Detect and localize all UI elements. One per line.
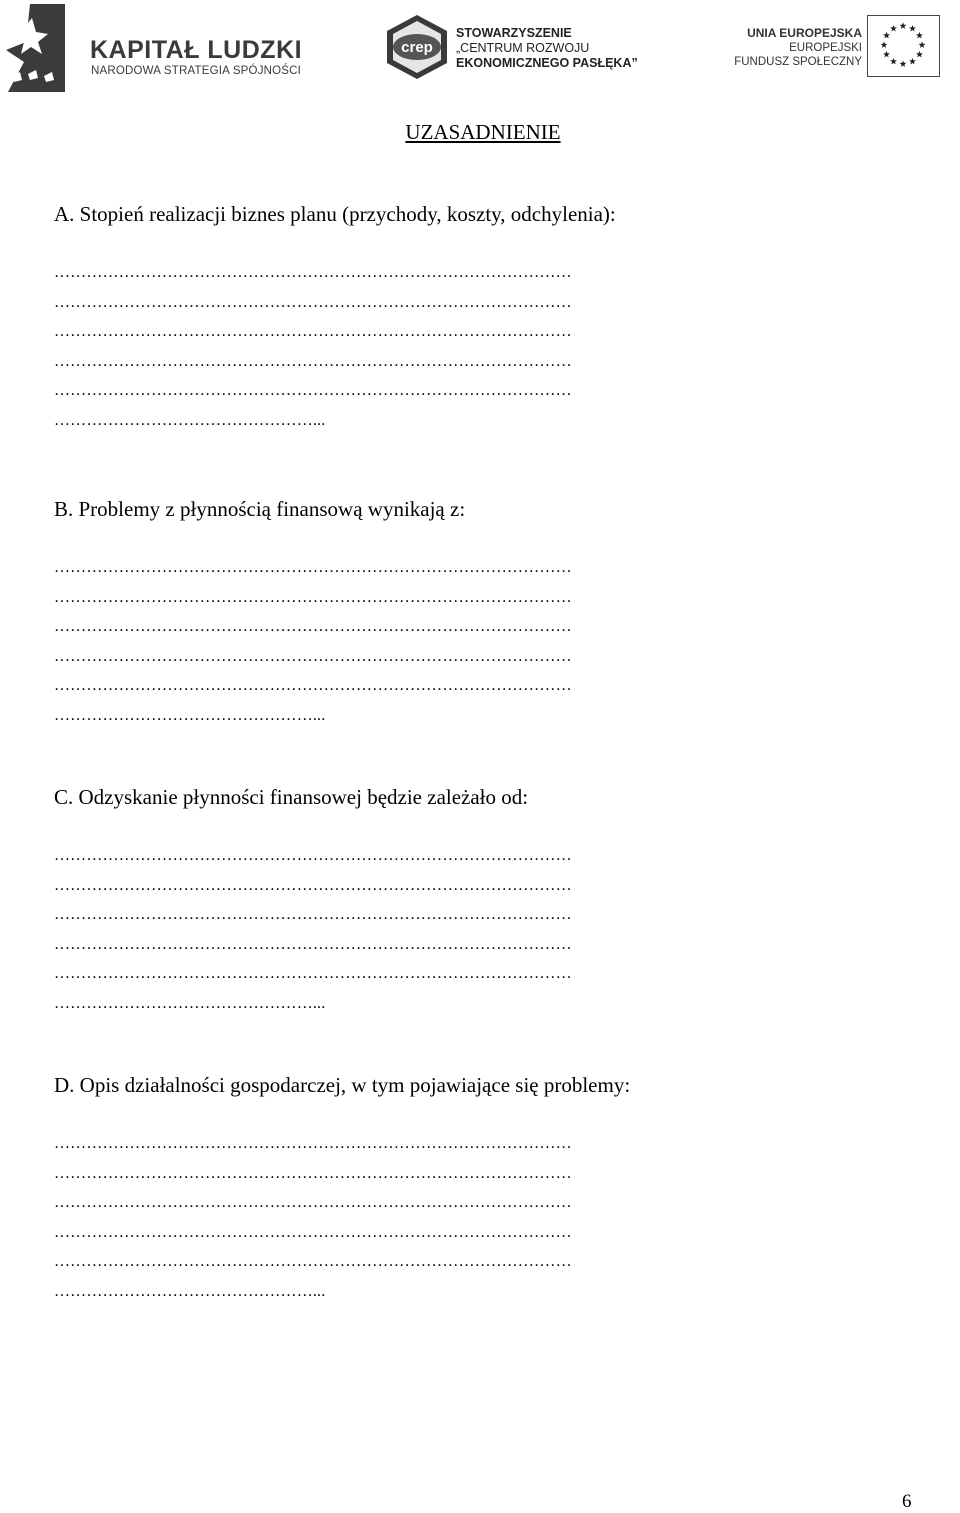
section-heading: B. Problemy z płynnością finansową wynikają z: bbox=[54, 497, 466, 521]
section-heading: A. Stopień realizacji biznes planu (przychody, koszty, odchylenia): bbox=[54, 202, 616, 226]
dotted-answer-line: …………………………………………... bbox=[54, 995, 326, 1012]
eu-star-icon bbox=[916, 51, 923, 58]
dotted-answer-line: …………………………………………………………………………………… bbox=[54, 618, 572, 636]
dotted-answer-line: …………………………………………………………………………………… bbox=[54, 559, 572, 576]
dotted-answer-line: …………………………………………………………………………………… bbox=[54, 677, 572, 695]
eu-line-1: UNIA EUROPEJSKA bbox=[747, 26, 862, 40]
eu-line-2: EUROPEJSKI bbox=[789, 42, 862, 54]
dotted-answer-line: …………………………………………... bbox=[54, 1283, 326, 1300]
eu-star-icon bbox=[916, 32, 923, 39]
dotted-answer-line: …………………………………………………………………………………… bbox=[54, 293, 572, 311]
section-heading: D. Opis działalności gospodarczej, w tym pojawiające się problemy: bbox=[54, 1073, 631, 1097]
crep-emblem-icon bbox=[384, 14, 450, 80]
dotted-answer-line: …………………………………………………………………………………… bbox=[54, 847, 572, 864]
kapital-ludzki-emblem-icon bbox=[2, 2, 68, 94]
dotted-answer-line: …………………………………………………………………………………… bbox=[54, 264, 572, 281]
eu-star-icon bbox=[883, 32, 890, 39]
dotted-answer-line: …………………………………………………………………………………… bbox=[54, 935, 572, 953]
kapital-ludzki-title: KAPITAŁ LUDZKI bbox=[90, 36, 303, 64]
dotted-answer-line: …………………………………………………………………………………… bbox=[54, 906, 572, 924]
eu-star-icon bbox=[881, 41, 888, 48]
eu-star-icon bbox=[900, 60, 907, 67]
section-heading: C. Odzyskanie płynności finansowej będzie zależało od: bbox=[54, 785, 529, 809]
eu-star-icon bbox=[890, 58, 897, 65]
eu-star-icon bbox=[883, 51, 890, 58]
eu-line-3: FUNDUSZ SPOŁECZNY bbox=[734, 56, 862, 68]
eu-star-icon bbox=[909, 25, 916, 32]
eu-logo bbox=[734, 14, 950, 80]
dotted-answer-line: …………………………………………………………………………………… bbox=[54, 1223, 572, 1241]
dotted-answer-line: …………………………………………………………………………………… bbox=[54, 965, 572, 983]
kapital-ludzki-subtitle: NARODOWA STRATEGIA SPÓJNOŚCI bbox=[91, 65, 302, 77]
eu-star-icon bbox=[890, 25, 897, 32]
dotted-answer-line: …………………………………………... bbox=[54, 412, 326, 429]
eu-star-icon bbox=[909, 58, 916, 65]
dotted-answer-line: …………………………………………………………………………………… bbox=[54, 352, 572, 370]
document-title: UZASADNIENIE bbox=[405, 120, 561, 144]
crep-line-2: „CENTRUM ROZWOJU bbox=[456, 41, 590, 55]
crep-line-3: EKONOMICZNEGO PASŁĘKA” bbox=[456, 56, 638, 70]
crep-line-1: STOWARZYSZENIE bbox=[456, 26, 572, 40]
eu-star-icon bbox=[919, 41, 926, 48]
kapital-ludzki-logo bbox=[2, 2, 302, 94]
dotted-answer-line: …………………………………………………………………………………… bbox=[54, 323, 572, 341]
dotted-answer-line: …………………………………………………………………………………… bbox=[54, 1135, 572, 1152]
dotted-answer-line: …………………………………………………………………………………… bbox=[54, 876, 572, 894]
dotted-answer-line: …………………………………………………………………………………… bbox=[54, 1164, 572, 1182]
eu-flag-icon bbox=[867, 15, 940, 77]
dotted-answer-line: …………………………………………... bbox=[54, 707, 326, 724]
dotted-answer-line: …………………………………………………………………………………… bbox=[54, 588, 572, 606]
dotted-answer-line: …………………………………………………………………………………… bbox=[54, 382, 572, 400]
dotted-answer-line: …………………………………………………………………………………… bbox=[54, 1253, 572, 1271]
crep-mark-text: crep bbox=[401, 39, 433, 56]
dotted-answer-line: …………………………………………………………………………………… bbox=[54, 1194, 572, 1212]
page-number: 6 bbox=[902, 1491, 912, 1512]
dotted-answer-line: …………………………………………………………………………………… bbox=[54, 647, 572, 665]
eu-star-icon bbox=[900, 22, 907, 29]
crep-logo bbox=[384, 12, 644, 82]
